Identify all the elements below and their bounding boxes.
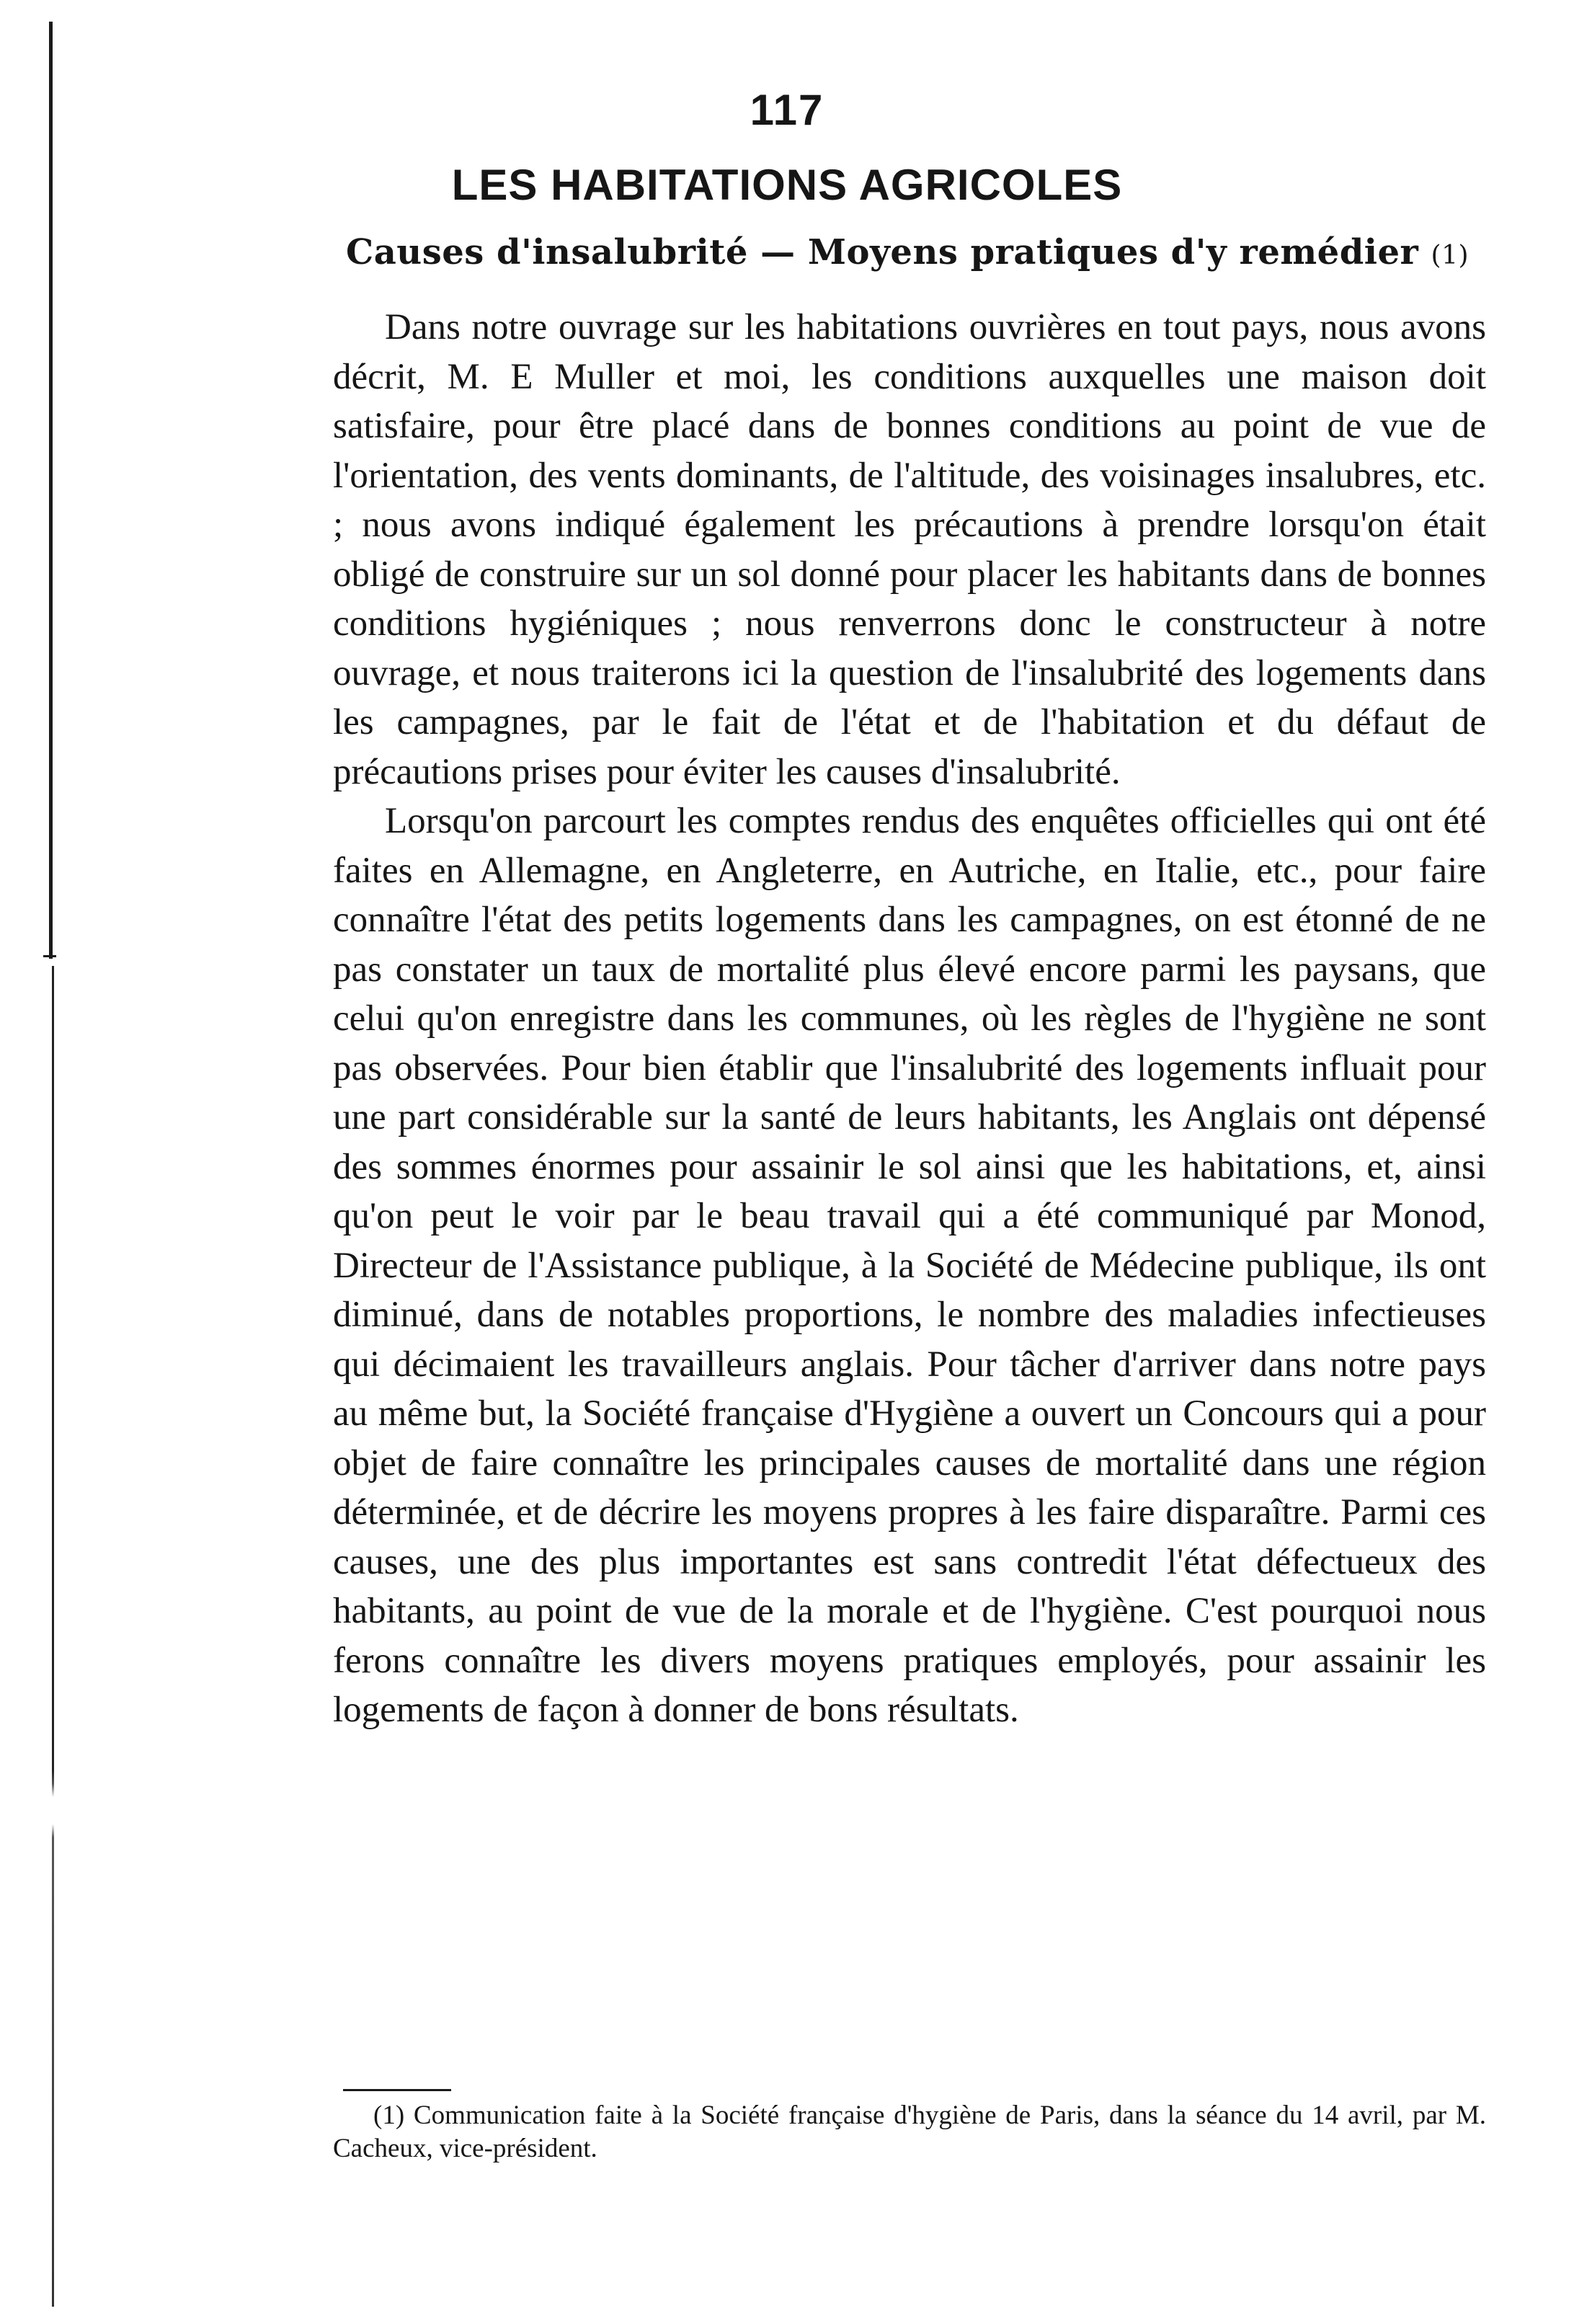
scan-binding-edge-lower [52, 966, 54, 2307]
scan-binding-mark [43, 955, 56, 957]
paragraph: Lorsqu'on parcourt les comptes rendus des enquêtes officielles qui ont été faites en Allemagne, en Angleterre, en Autriche, en Italie, etc., pour faire connaître l'état des petits logements dans les campagnes, on est étonné de ne pas constater un taux de mortalité plus élevé encore parmi les paysans, que celui qu'on enregistre dans les communes, où les règles de l'hygiène ne sont pas observées. Pour bien établir que l'insalubrité des logements influait pour une part considérable sur la santé de leurs habitants, les Anglais ont dépensé des sommes énormes pour assainir le sol ainsi que les habitations, et, ainsi qu'on peut le voir par le beau travail qui a été communiqué par Monod, Directeur de l'Assistance publique, à la Société de Médecine publique, ils ont diminué, dans de notables proportions, le nombre des maladies infectieuses qui décimaient les travailleurs anglais. Pour tâcher d'arriver dans notre pays au même but, la Société française d'Hygiène a ouvert un Concours qui a pour objet de faire connaître les principales causes de mortalité dans une région déterminée, et de décrire les moyens propres à les faire disparaître. Parmi ces causes, une des plus importantes est sans contredit l'état défectueux des habitants, au point de vue de la morale et de l'hygiène. C'est pourquoi nous ferons connaître les divers moyens pratiques employés, pour assainir les logements de façon à donner de bons résultats. [333, 801, 1486, 1730]
footnote: (1) Communication faite à la Société française d'hygiène de Paris, dans la séance du 14 avril, par M. Cacheux, vice-président. [333, 2101, 1486, 2163]
footnote-divider [343, 2089, 451, 2091]
paragraph: Dans notre ouvrage sur les habitations ouvrières en tout pays, nous avons décrit, M. E Muller et moi, les conditions auxquelles une maison doit satisfaire, pour être placé dans de bonnes conditions au point de vue de l'orientation, des vents dominants, de l'altitude, des voisinages insalubres, etc. ; nous avons indiqué également les précautions à prendre lorsqu'on était obligé de construire sur un sol donné pour placer les habitants dans de bonnes conditions hygiéniques ; nous renverrons donc le constructeur à notre ouvrage, et nous traiterons ici la question de l'insalubrité des logements dans les campagnes, par le fait de l'état et de l'habitation et du défaut de précautions prises pour éviter les causes d'insalubrité. [333, 307, 1486, 792]
body-text [333, 303, 1486, 1735]
section-heading [346, 232, 1513, 272]
running-title: LES HABITATIONS AGRICOLES [451, 161, 1123, 209]
section-heading-text: Causes d'insalubrité — Moyens pratiques d'y remédier [346, 232, 1419, 272]
footnote-reference: (1) [1431, 241, 1469, 270]
page-number: 117 [750, 86, 824, 134]
